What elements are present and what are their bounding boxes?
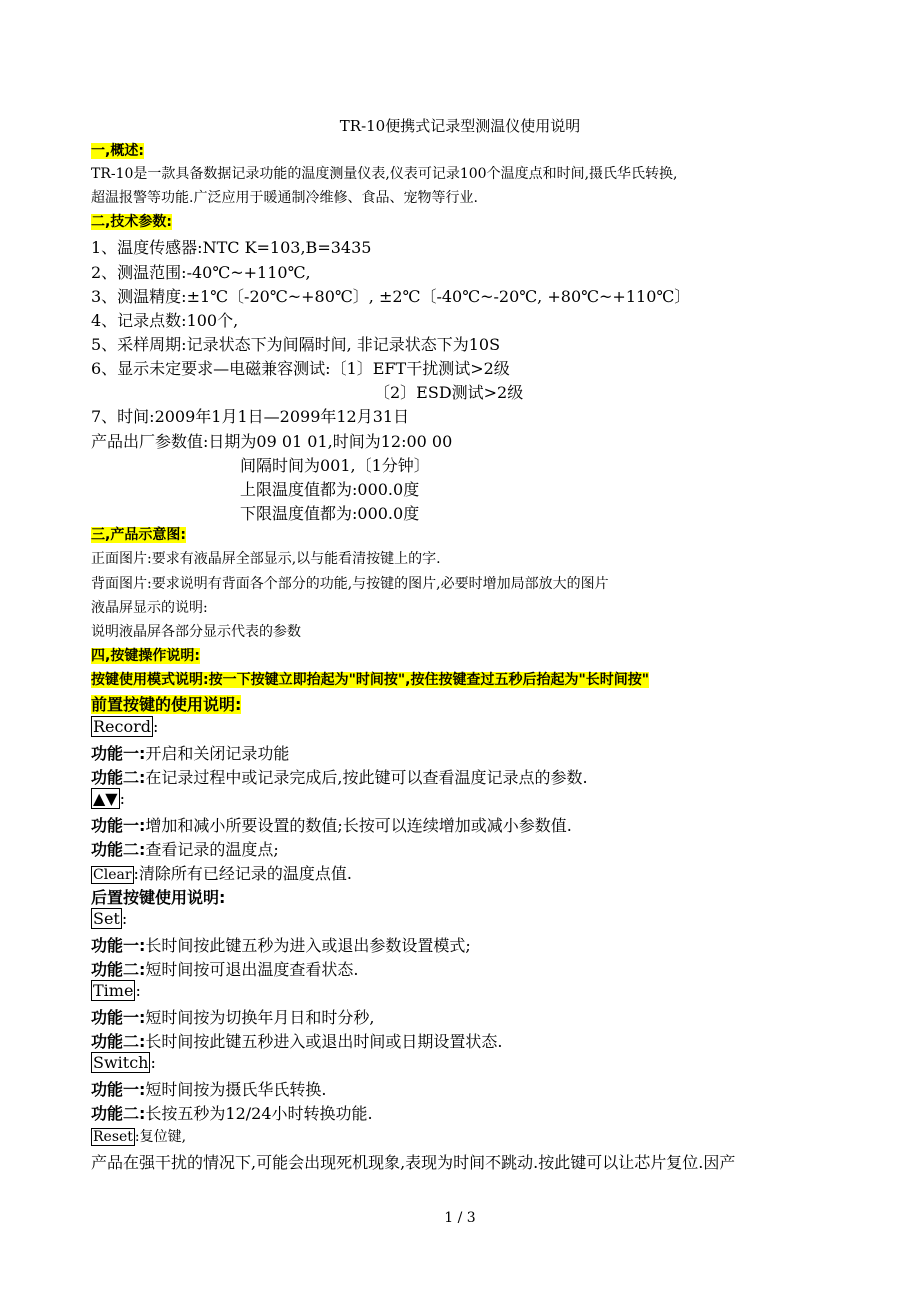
document-title: TR-10便携式记录型测温仪使用说明 (339, 117, 581, 135)
section-heading-specs: 二,技术参数: (91, 214, 172, 230)
key-mode-note: 按键使用模式说明:按一下按键立即抬起为"时间按",按住按键查过五秒后抬起为"长时间按" (91, 672, 650, 688)
section-heading-overview: 一,概述: (91, 143, 144, 159)
clear-key-line: Clear :清除所有已经记录的温度点值. (93, 864, 352, 883)
spec-item: 4、记录点数:100个, (91, 311, 239, 330)
set-key-line: Set : (93, 909, 128, 928)
time-function-2: 功能二:长时间按此键五秒进入或退出时间或日期设置状态. (91, 1032, 503, 1051)
diagram-note: 液晶屏显示的说明: (91, 600, 208, 616)
rear-keys-heading: 后置按键使用说明: (91, 888, 226, 907)
diagram-note: 背面图片:要求说明有背面各个部分的功能,与按键的图片,必要时增加局部放大的图片 (91, 576, 609, 592)
spec-item: 7、时间:2009年1月1日—2099年12月31日 (91, 407, 410, 426)
clear-key-label: Clear (93, 867, 132, 883)
time-key-label: Time (93, 981, 134, 1000)
record-function-2: 功能二:在记录过程中或记录完成后,按此键可以查看温度记录点的参数. (91, 768, 588, 787)
time-key-line: Time : (93, 981, 141, 1000)
overview-paragraph-line-1: TR-10是一款具备数据记录功能的温度测量仪表,仪表可记录100个温度点和时间,摄氏华氏转换, (91, 166, 678, 182)
factory-params-line: 上限温度值都为:000.0度 (240, 480, 420, 499)
switch-key-label: Switch (93, 1053, 149, 1072)
factory-params-line: 产品出厂参数值:日期为09 01 01,时间为12:00 00 (91, 432, 453, 451)
switch-key-line: Switch : (93, 1053, 156, 1072)
switch-function-2: 功能二:长按五秒为12/24小时转换功能. (91, 1104, 373, 1123)
spec-item: 6、显示未定要求—电磁兼容测试:〔1〕EFT干扰测试>2级 (91, 359, 510, 378)
set-key-label: Set (93, 909, 120, 928)
record-key-line: Record : (93, 717, 159, 736)
reset-key-line: Reset :复位键, (93, 1129, 187, 1145)
diagram-note: 正面图片:要求有液晶屏全部显示,以与能看清按键上的字. (91, 551, 441, 567)
section-heading-diagram: 三,产品示意图: (91, 527, 186, 543)
factory-params-line: 下限温度值都为:000.0度 (240, 504, 420, 523)
spec-item: 3、测温精度:±1℃〔-20℃~+80℃〕, ±2℃〔-40℃~-20℃, +80℃~+110℃〕 (91, 287, 691, 306)
section-heading-keys: 四,按键操作说明: (91, 648, 200, 664)
spec-item: 〔2〕ESD测试>2级 (374, 383, 524, 402)
spec-item: 1、温度传感器:NTC K=103,B=3435 (91, 238, 372, 257)
overview-paragraph-line-2: 超温报警等功能.广泛应用于暖通制冷维修、食品、宠物等行业. (91, 190, 478, 206)
spec-item: 2、测温范围:-40℃~+110℃, (91, 263, 311, 282)
diagram-note: 说明液晶屏各部分显示代表的参数 (91, 624, 301, 640)
updown-function-1: 功能一:增加和减小所要设置的数值;长按可以连续增加或减小参数值. (91, 816, 572, 835)
up-down-arrows-icon: ▲▼ (93, 789, 118, 808)
time-function-1: 功能一:短时间按为切换年月日和时分秒, (91, 1008, 375, 1027)
reset-description: 产品在强干扰的情况下,可能会出现死机现象,表现为时间不跳动.按此键可以让芯片复位.因产 (91, 1153, 736, 1172)
record-key-label: Record (93, 717, 151, 736)
switch-function-1: 功能一:短时间按为摄氏华氏转换. (91, 1080, 327, 1099)
page-number: 1 / 3 (444, 1210, 476, 1226)
spec-item: 5、采样周期:记录状态下为间隔时间, 非记录状态下为10S (91, 335, 501, 354)
factory-params-line: 间隔时间为001,〔1分钟〕 (240, 456, 430, 475)
updown-function-2: 功能二:查看记录的温度点; (91, 840, 279, 859)
front-keys-heading: 前置按键的使用说明: (91, 695, 242, 714)
record-function-1: 功能一:开启和关闭记录功能 (91, 744, 290, 763)
updown-key-line: ▲▼ : (93, 789, 125, 808)
set-function-2: 功能二:短时间按可退出温度查看状态. (91, 960, 359, 979)
reset-key-label: Reset (93, 1129, 133, 1145)
set-function-1: 功能一:长时间按此键五秒为进入或退出参数设置模式; (91, 936, 471, 955)
